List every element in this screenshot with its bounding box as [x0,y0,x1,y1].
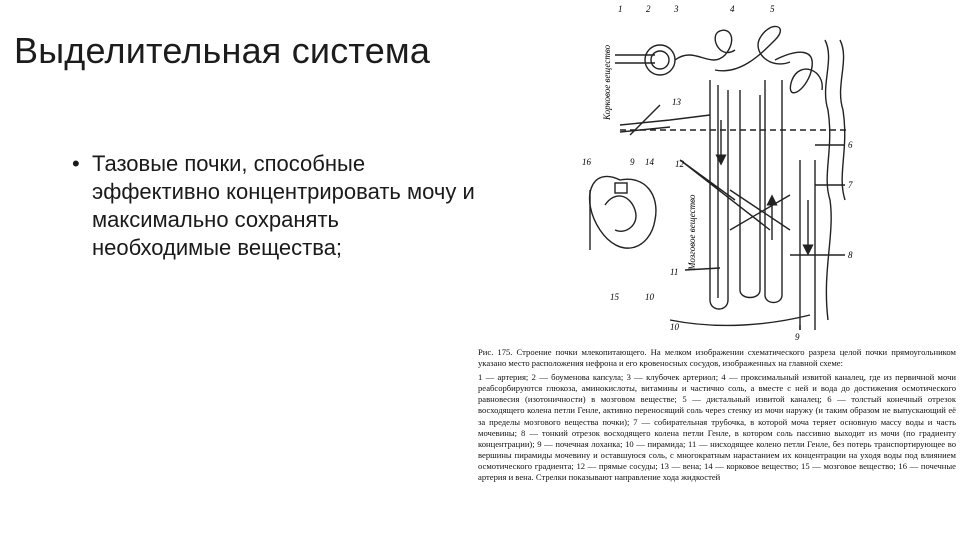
cortex-label: Корковое вещество [602,44,612,120]
right-vessel [825,40,831,320]
label-1: 1 [618,4,623,14]
right-vessel-2 [840,40,845,200]
kidney-inset-pelvis [605,196,636,231]
label-10: 10 [670,322,679,332]
label-7: 7 [848,180,853,190]
renal-pelvis [670,315,810,325]
kidney-inset [590,176,656,248]
vasa-recta [740,90,760,298]
label-16: 16 [582,157,591,167]
glomerulus [651,51,669,69]
label-6: 6 [848,140,853,150]
caption-body: 1 — артерия; 2 — боуменова капсула; 3 — клубочек артериол; 4 — проксимальный извитой каналец, где из первичной мочи реабсорбируются глюкоза, аминокислоты, витамины и частично соль, а вместе с ней и вода до достижения осмотического равновесия (изотоничности) в мозговом веществе; 5 — дистальный извитой каналец; 6 — толстый конечный отрезок восходящего колена петли Генле, активно переносящий соль через стенку из мочи наружу (и таким образом не выпускающий её за пределы мозгового вещества почки); 7 — собирательная трубочка, в которой моча теряет основную массу воды и часть мочевины; 8 — тонкий отрезок восходящего колена петли Генле, в котором соль пассивно выходит из мочи (по градиенту концентрации); 9 — почечная лоханка; 10 — пирамида; 11 — нисходящее колено петли Генле, без потерь транспортирующее во вершины пирамиды мочевину и оставшуюся соль, с многократным нарастанием их концентрации на уходя воды под влиянием осмотического градиента; 12 — прямые сосуды; 13 — вена; 14 — корковое вещество; 15 — мозговое вещество; 16 — почечные артерия и вена. Стрелки показывают направление хода жидкостей [478,372,956,483]
label-11: 11 [670,267,679,277]
label-9: 9 [795,332,800,342]
bullet-item [72,150,482,262]
label-4: 4 [730,4,735,14]
label-3: 3 [674,4,679,14]
vasa-recta-2 [765,80,782,303]
figure-caption [478,347,956,483]
label-8: 8 [848,250,853,260]
label-14: 14 [645,157,654,167]
bullet-text: Тазовые почки, способные эффективно концентрировать мочу и максимально сохранять необходимые вещества; [92,151,475,260]
label-10-inset: 10 [645,292,654,302]
bullet-marker: • [72,151,80,176]
medulla-label: Мозговое вещество [687,194,697,270]
bowman-capsule [645,45,675,75]
nephron-diagram [560,0,960,345]
label-12: 12 [675,159,684,169]
label-9-inset: 9 [630,157,635,167]
label-5: 5 [770,4,775,14]
artery-lines [615,55,655,63]
slide-title: Выделительная система [14,30,431,71]
label-2: 2 [646,4,651,14]
proximal-tubule-2 [715,26,790,70]
proximal-tubule [675,30,735,60]
caption-heading: Рис. 175. Строение почки млекопитающего. На мелком изображении схематического разреза целой почки прямоугольником указано место расположения нефрона и его кровеносных сосудов, изображенных на главной схеме: [478,347,956,369]
inset-box [615,183,627,193]
label-13: 13 [672,97,681,107]
label-15: 15 [610,292,619,302]
